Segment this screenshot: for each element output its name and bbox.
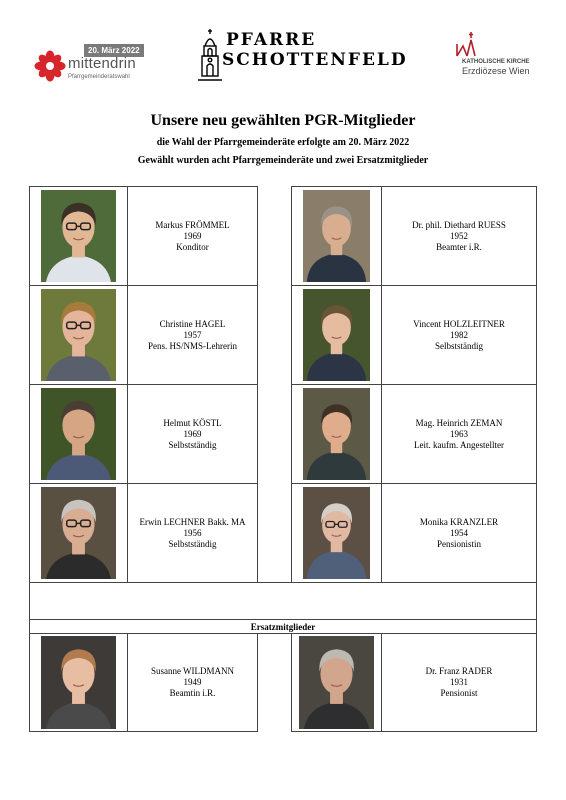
member-info xyxy=(381,285,537,385)
member-photo xyxy=(41,190,116,282)
election-summary-line: Gewählt wurden acht Pfarrgemeinderäte und zwei Ersatzmitglieder xyxy=(137,155,429,166)
member-occupation: Beamtin i.R. xyxy=(169,688,216,698)
spacer-row xyxy=(29,582,537,620)
logo-name: mittendrin xyxy=(68,55,136,72)
member-name: Christine HAGEL xyxy=(159,318,226,329)
logo-org: KATHOLISCHE KIRCHE xyxy=(462,59,530,65)
page-header xyxy=(0,0,566,100)
flower-icon xyxy=(34,50,66,82)
church-icon xyxy=(196,28,224,82)
section-heading-substitutes: Ersatzmitglieder xyxy=(29,619,537,634)
member-photo xyxy=(303,487,370,579)
member-info xyxy=(127,483,258,583)
page-title: Unsere neu gewählten PGR-Mitglieder xyxy=(150,112,416,129)
member-birth-year: 1954 xyxy=(450,527,468,538)
member-birth-year: 1949 xyxy=(183,677,202,687)
member-photo xyxy=(303,289,370,381)
member-occupation: Beamter i.R. xyxy=(436,241,482,252)
member-occupation: Selbstständig xyxy=(168,439,217,450)
logo-subtitle: Pfarrgemeinderatswahl xyxy=(68,74,130,80)
member-photo xyxy=(299,636,374,729)
member-birth-year: 1969 xyxy=(183,230,202,241)
member-info xyxy=(381,384,537,484)
member-name: Dr. Franz RADER xyxy=(425,666,493,676)
member-photo xyxy=(41,388,116,480)
election-date-line: die Wahl der Pfarrgemeinderäte erfolgte am 20. März 2022 xyxy=(156,137,410,148)
member-name: Dr. phil. Diethard RUESS xyxy=(412,219,506,230)
member-occupation: Leit. kaufm. Angestellter xyxy=(414,439,504,450)
member-occupation: Pensionist xyxy=(440,688,478,698)
member-name: Mag. Heinrich ZEMAN xyxy=(415,417,503,428)
member-birth-year: 1952 xyxy=(450,230,468,241)
member-info xyxy=(381,186,537,286)
member-occupation: Selbstständig xyxy=(168,538,217,549)
pfarre-logo xyxy=(196,28,408,84)
member-occupation: Pens. HS/NMS-Lehrerin xyxy=(148,340,237,351)
member-birth-year: 1982 xyxy=(450,329,468,340)
member-photo xyxy=(41,636,116,729)
member-name: Vincent HOLZLEITNER xyxy=(413,318,505,329)
member-occupation: Pensionistin xyxy=(436,538,481,549)
member-birth-year: 1956 xyxy=(183,527,202,538)
member-birth-year: 1963 xyxy=(450,428,468,439)
date-badge: 20. März 2022 xyxy=(84,44,144,57)
member-photo xyxy=(41,487,116,579)
member-occupation: Selbstständig xyxy=(434,340,483,351)
logo-line1: PFARRE xyxy=(226,30,317,50)
member-name: Helmut KÖSTL xyxy=(163,417,222,428)
member-info xyxy=(127,285,258,385)
member-occupation: Konditor xyxy=(176,241,209,252)
member-photo xyxy=(303,190,370,282)
kirche-logo xyxy=(454,32,544,80)
member-name: Markus FRÖMMEL xyxy=(155,219,230,230)
logo-diocese: Erzdiözese Wien xyxy=(462,66,530,76)
member-photo xyxy=(41,289,116,381)
member-info xyxy=(381,633,537,732)
members-grid xyxy=(29,186,537,732)
member-info xyxy=(381,483,537,583)
member-birth-year: 1969 xyxy=(183,428,202,439)
member-birth-year: 1957 xyxy=(183,329,202,340)
mittendrin-logo xyxy=(34,44,144,84)
member-info xyxy=(127,384,258,484)
member-birth-year: 1931 xyxy=(450,677,468,687)
logo-line2: SCHOTTENFELD xyxy=(222,50,408,70)
member-info xyxy=(127,186,258,286)
member-photo xyxy=(303,388,370,480)
member-info xyxy=(127,633,258,732)
member-name: Monika KRANZLER xyxy=(419,516,499,527)
member-name: Susanne WILDMANN xyxy=(150,666,235,676)
member-name: Erwin LECHNER Bakk. MA xyxy=(139,516,246,527)
